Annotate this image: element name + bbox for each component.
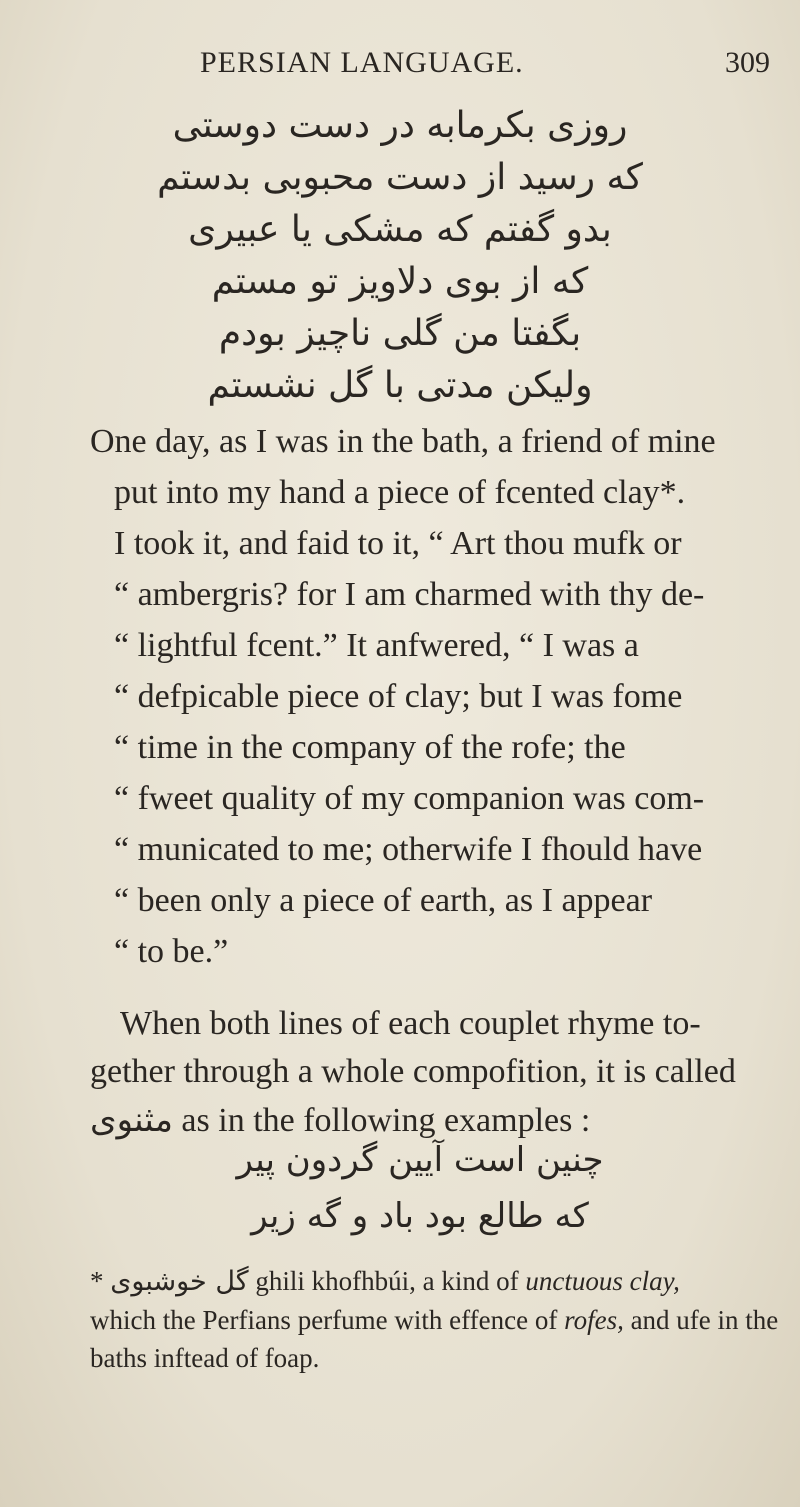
translation-line: “ fweet quality of my companion was com- [114,780,705,817]
translation-line: put into my hand a piece of fcented clay*. [114,474,686,511]
example-line: که طالع بود باد و گه زیر [251,1196,589,1236]
footnote-text: which the Perfians perfume with effence of [90,1305,558,1335]
translation-line: “ lightful fcent.” It anfwered, “ I was a [114,627,639,664]
translation-line: “ ambergris? for I am charmed with thy de- [114,576,705,613]
explanation-paragraph [90,1000,770,1145]
footnote-line [90,1301,779,1339]
running-head: PERSIAN LANGUAGE. [200,46,524,79]
persian-example-couplet [130,1132,710,1244]
footnote-text: ghili khofhbúi, a kind of [255,1266,519,1296]
persian-poem-line: بدو گفتم که مشکی یا عبیری [188,209,612,250]
footnote-marker: * [90,1266,104,1296]
persian-poem-line: بگفتا من گلی ناچیز بودم [218,313,582,354]
footnote-text: and ufe in the [630,1305,779,1335]
masnavi-term: مثنوی [90,1100,173,1140]
example-line: چنین است آیین گردون پیر [236,1140,604,1180]
translation-line: “ to be.” [114,933,229,970]
footnote-italic: rofes, [564,1305,624,1335]
translation-line: “ defpicable piece of clay; but I was fome [114,678,683,715]
explanation-line: When both lines of each couplet rhyme to- [120,1005,701,1042]
english-translation [90,416,770,977]
persian-poem-line: ولیکن مدتی با گل نشستم [207,365,593,406]
footnote-persian-term: گل خوشبوی [110,1266,249,1297]
translation-line: I took it, and faid to it, “ Art thou mufk or [114,525,682,562]
translation-line: “ been only a piece of earth, as I appear [114,882,653,919]
footnote-line [90,1262,770,1301]
persian-poem-line: که رسید از دست محبوبی بدستم [157,157,643,198]
explanation-line-rest: as in the following examples : [181,1102,591,1139]
footnote-italic: unctuous clay, [525,1266,680,1296]
translation-line: One day, as I was in the bath, a friend of mine [90,423,716,460]
persian-poem-line: که از بوی دلاویز تو مستم [211,261,589,302]
persian-poem-line: روزی بکرمابه در دست دوستی [172,105,628,146]
translation-line: “ municated to me; otherwife I fhould have [114,831,703,868]
explanation-line: gether through a whole compofition, it is called [90,1053,736,1090]
persian-poem [100,100,700,412]
page-number: 309 [725,46,770,79]
footnote [90,1262,779,1377]
footnote-line: baths inftead of foap. [90,1343,320,1373]
translation-line: “ time in the company of the rofe; the [114,729,626,766]
